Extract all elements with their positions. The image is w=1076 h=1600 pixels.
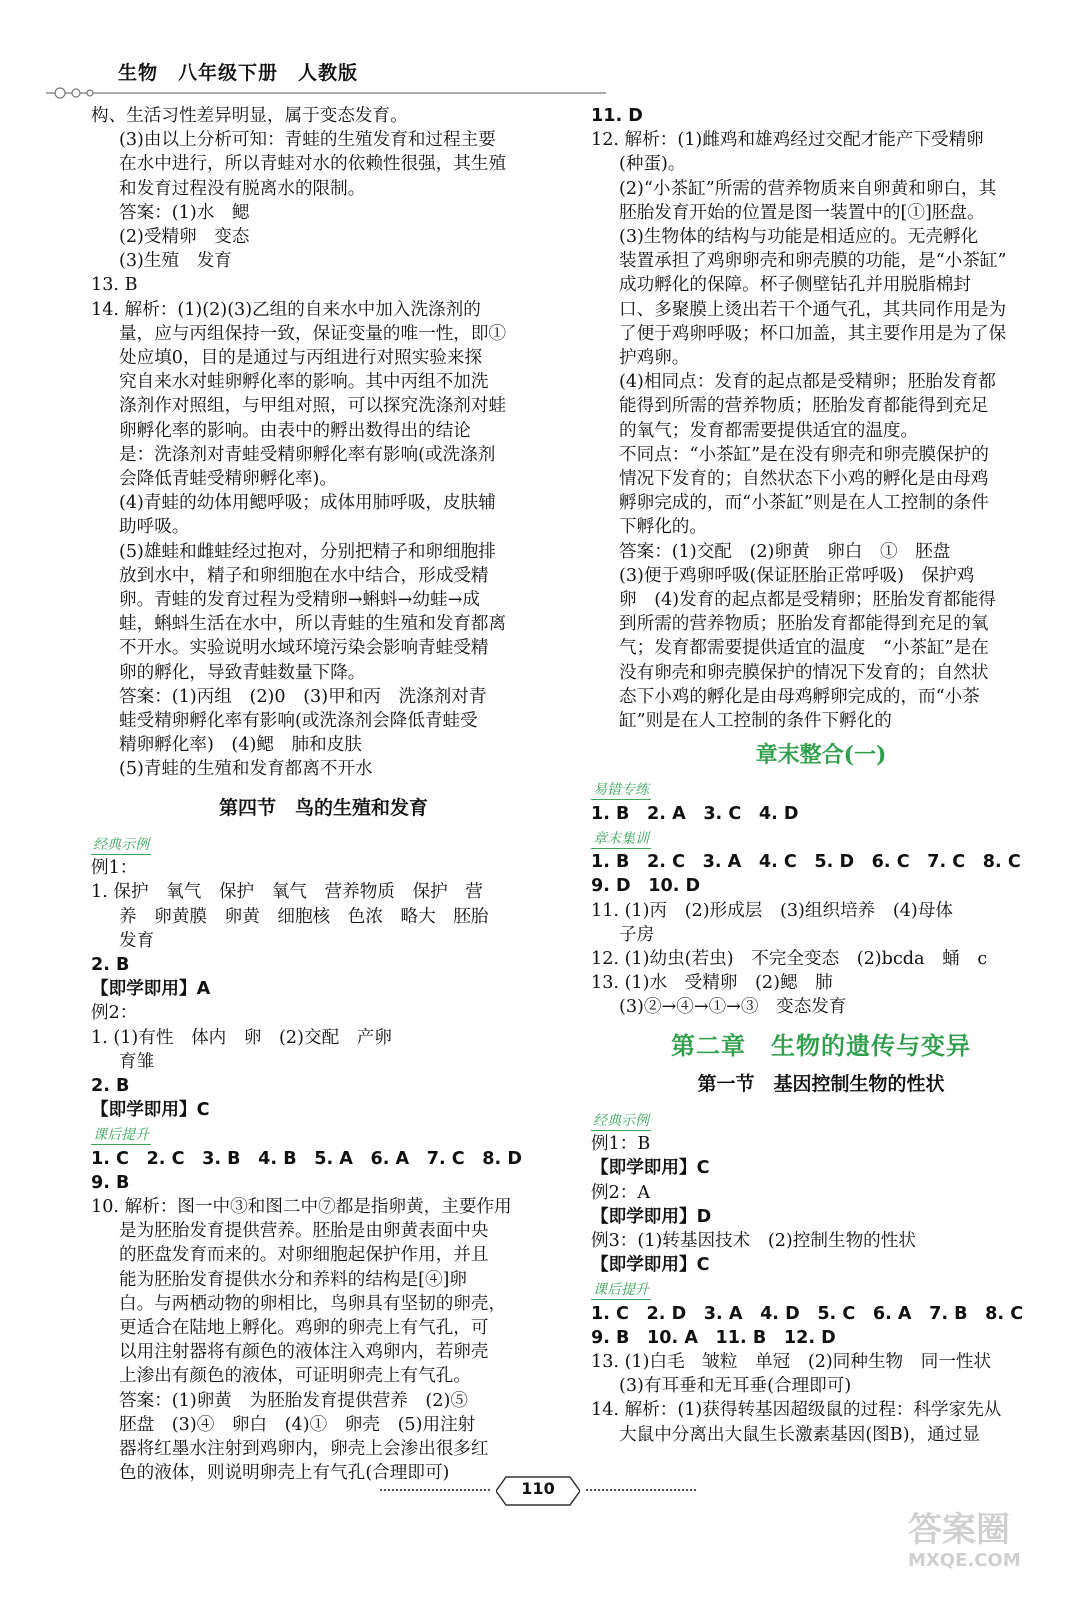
answer-line: 2. B <box>91 954 130 975</box>
text-line: 和发育过程没有脱离水的限制。 <box>119 178 366 199</box>
text-line: 以用注射器将有颜色的液体注入鸡卵内，若卵壳 <box>119 1342 489 1363</box>
tag-classic-examples: 经典示例 <box>593 1112 649 1129</box>
right-column <box>591 104 1051 1447</box>
answer-line: 态下小鸡的孵化是由母鸡孵卵完成的，而“小茶 <box>619 686 980 707</box>
answer-line: 13. (1)白毛 皱粒 单冠 (2)同种生物 同一性状 <box>591 1351 992 1372</box>
tag-chapter-training: 章末集训 <box>593 830 649 847</box>
text-line: 会降低青蛙受精卵孵化率)。 <box>119 469 337 490</box>
tag-after-class: 课后提升 <box>93 1127 149 1144</box>
text-line: 了便于鸡卵呼吸；杯口加盖，其主要作用是为了保 <box>619 323 1007 344</box>
watermark-logo <box>908 1510 1058 1580</box>
text-line: (3)生物体的结构与功能是相适应的。无壳孵化 <box>619 227 979 248</box>
example-label: 例2： <box>91 1003 138 1024</box>
page-number-dots-left <box>380 1489 490 1493</box>
answer-line: 发育 <box>119 930 155 951</box>
answer-line: 例1：B <box>591 1134 651 1155</box>
answer-line: 蛙受精卵孵化率有影响(或洗涤剂会降低青蛙受 <box>119 711 478 732</box>
page-number-text: 110 <box>521 1479 555 1498</box>
quick-use-line: 【即学即用】C <box>591 1158 710 1179</box>
text-line: 白。与两栖动物的卵相比，鸟卵具有坚韧的卵壳， <box>119 1293 507 1314</box>
answer-line: 9. B <box>91 1172 130 1193</box>
answer-line: (2)受精卵 变态 <box>119 227 250 248</box>
answer-line: 答案：(1)卵黄 为胚胎发育提供营养 (2)⑤ <box>119 1390 468 1411</box>
text-line: 10. 解析：图一中③和图二中⑦都是指卵黄，主要作用 <box>91 1196 512 1217</box>
text-line: 在水中进行，所以青蛙对水的依赖性很强，其生殖 <box>119 154 507 175</box>
text-line: 卵。青蛙的发育过程为受精卵→蝌蚪→幼蛙→成 <box>119 590 480 611</box>
quick-use-line: 【即学即用】A <box>91 979 211 1000</box>
text-line: 的胚盘发育而来的。对卵细胞起保护作用，并且 <box>119 1245 489 1266</box>
answer-line: 答案：(1)丙组 (2)0 (3)甲和丙 洗涤剂对青 <box>119 686 487 707</box>
answer-line: 2. B <box>91 1075 130 1096</box>
answer-line: 13. (1)水 受精卵 (2)鳃 肺 <box>591 973 833 994</box>
answer-line: 子房 <box>619 924 655 945</box>
answer-line: 答案：(1)交配 (2)卵黄 卵白 ① 胚盘 <box>619 541 951 562</box>
text-line: 量，应与丙组保持一致，保证变量的唯一性，即① <box>119 323 507 344</box>
answer-line: 1. C 2. C 3. B 4. B 5. A 6. A 7. C 8. D <box>91 1148 522 1169</box>
text-line: 口、多聚膜上烫出若干个通气孔，其共同作用是为 <box>619 299 1007 320</box>
answer-line: 1. 保护 氧气 保护 氧气 营养物质 保护 营 <box>91 882 483 903</box>
text-line: 蛙，蝌蚪生活在水中，所以青蛙的生殖和发育都离 <box>119 614 507 635</box>
text-line: 装置承担了鸡卵卵壳和卵壳膜的功能，是“小茶缸” <box>619 251 1007 272</box>
answer-line: 胚盘 (3)④ 卵白 (4)① 卵壳 (5)用注射 <box>119 1414 476 1435</box>
answer-line: 育雏 <box>119 1051 155 1072</box>
answer-line: (3)便于鸡卵呼吸(保证胚胎正常呼吸) 保护鸡 <box>619 565 975 586</box>
text-line: 涤剂作对照组，与甲组对照，可以探究洗涤剂对蛙 <box>119 396 507 417</box>
text-line: 的氧气；发育都需要提供适宜的温度。 <box>619 420 919 441</box>
text-line: 卵孵化率的影响。由表中的孵出数得出的结论 <box>119 420 471 441</box>
answer-line: 气；发育都需要提供适宜的温度 “小茶缸”是在 <box>619 638 989 659</box>
text-line: 下孵化的。 <box>619 517 707 538</box>
text-line: 是：洗涤剂对青蛙受精卵孵化率有影响(或洗涤剂 <box>119 444 496 465</box>
text-line: 大鼠中分离出大鼠生长激素基因(图B)，通过显 <box>619 1424 980 1445</box>
left-column <box>91 104 556 1485</box>
answer-line: 1. (1)有性 体内 卵 (2)交配 产卵 <box>91 1027 392 1048</box>
watermark-text: 答案圈 <box>908 1510 1010 1550</box>
text-line: 是为胚胎发育提供营养。胚胎是由卵黄表面中央 <box>119 1221 489 1242</box>
text-line: 能得到所需的营养物质；胚胎发育都能得到充足 <box>619 396 989 417</box>
answer-line: 12. (1)幼虫(若虫) 不完全变态 (2)bcda 蛹 c <box>591 948 988 969</box>
answer-line: 11. (1)丙 (2)形成层 (3)组织培养 (4)母体 <box>591 900 953 921</box>
example-label: 例1： <box>91 858 138 879</box>
page-number-dots-right <box>586 1489 696 1493</box>
text-line: 究自来水对蛙卵孵化率的影响。其中丙组不加洗 <box>119 372 489 393</box>
text-line: 卵的孵化，导致青蛙数量下降。 <box>119 662 366 683</box>
section-title: 第一节 基因控制生物的性状 <box>697 1072 945 1095</box>
tag-classic-examples: 经典示例 <box>93 836 149 853</box>
answer-line: 色的液体，则说明卵壳上有气孔(合理即可) <box>119 1463 450 1484</box>
answer-line: 1. B 2. A 3. C 4. D <box>591 803 799 824</box>
quick-use-line: 【即学即用】C <box>591 1255 710 1276</box>
answer-line: 1. C 2. D 3. A 4. D 5. C 6. A 7. B 8. C <box>591 1303 1024 1324</box>
answer-line: (5)青蛙的生殖和发育都离不开水 <box>119 759 373 780</box>
answer-line: 答案：(1)水 鳃 <box>119 202 250 223</box>
text-line: (4)相同点：发育的起点都是受精卵；胚胎发育都 <box>619 372 996 393</box>
quick-use-line: 【即学即用】C <box>91 1100 210 1121</box>
text-line: 胚胎发育开始的位置是图一装置中的[①]胚盘。 <box>619 202 985 223</box>
text-line: 14. 解析：(1)获得转基因超级鼠的过程：科学家先从 <box>591 1400 1002 1421</box>
answer-line: 卵 (4)发育的起点都是受精卵；胚胎发育都能得 <box>619 590 996 611</box>
answer-line: 13. B <box>91 275 138 296</box>
answer-line: 11. D <box>591 106 643 126</box>
text-line: 护鸡卵。 <box>619 348 690 369</box>
answer-line: 例3：(1)转基因技术 (2)控制生物的性状 <box>591 1230 916 1251</box>
page-number <box>496 1475 580 1507</box>
quick-use-line: 【即学即用】D <box>591 1206 712 1227</box>
answer-line: 养 卵黄膜 卵黄 细胞核 色浓 略大 胚胎 <box>119 906 489 927</box>
answer-line: 没有卵壳和卵壳膜保护的情况下发育的；自然状 <box>619 662 989 683</box>
answer-line: 精卵孵化率) (4)鳃 肺和皮肤 <box>119 735 362 756</box>
text-line: 处应填0，目的是通过与丙组进行对照实验来探 <box>119 348 483 369</box>
section-title: 第四节 鸟的生殖和发育 <box>218 796 428 819</box>
text-line: 情况下发育的；自然状态下小鸡的孵化是由母鸡 <box>619 469 989 490</box>
text-line: 能为胚胎发育提供水分和养料的结构是[④]卵 <box>119 1269 468 1290</box>
answer-line: 9. B 10. A 11. B 12. D <box>591 1327 836 1348</box>
text-line: 不开水。实验说明水域环境污染会影响青蛙受精 <box>119 638 489 659</box>
text-line: (5)雄蛙和雌蛙经过抱对，分别把精子和卵细胞排 <box>119 541 496 562</box>
tag-after-class: 课后提升 <box>593 1282 649 1299</box>
answer-line: (3)生殖 发育 <box>119 251 232 272</box>
text-line: 12. 解析：(1)雌鸡和雄鸡经过交配才能产下受精卵 <box>591 130 984 151</box>
answer-line: 到所需的营养物质；胚胎发育都能得到充足的氧 <box>619 614 989 635</box>
answer-line: 9. D 10. D <box>591 876 701 897</box>
text-line: 成功孵化的保障。杯子侧壁钻孔并用脱脂棉封 <box>619 275 971 296</box>
tag-error-practice: 易错专练 <box>593 782 649 799</box>
text-line: 助呼吸。 <box>119 517 190 538</box>
chapter-summary-title: 章末整合(一) <box>755 742 887 769</box>
text-line: 构、生活习性差异明显，属于变态发育。 <box>91 106 408 126</box>
answer-line: 器将红墨水注射到鸡卵内，卵壳上会渗出很多红 <box>119 1438 489 1459</box>
header-rule <box>46 86 606 100</box>
answer-line: 缸”则是在人工控制的条件下孵化的 <box>619 711 892 732</box>
answer-line: 例2：A <box>591 1182 651 1203</box>
text-line: 孵卵完成的，而“小茶缸”则是在人工控制的条件 <box>619 493 989 514</box>
text-line: 更适合在陆地上孵化。鸡卵的卵壳上有气孔，可 <box>119 1317 489 1338</box>
answer-line: (3)有耳垂和无耳垂(合理即可) <box>619 1376 852 1397</box>
text-line: 上渗出有颜色的液体，可证明卵壳上有气孔。 <box>119 1366 471 1387</box>
page-header-title: 生物 八年级下册 人教版 <box>118 62 359 84</box>
chapter-title: 第二章 生物的遗传与变异 <box>671 1030 971 1060</box>
text-line: 不同点：“小茶缸”是在没有卵壳和卵壳膜保护的 <box>619 444 989 465</box>
answer-line: (3)②→④→①→③ 变态发育 <box>619 997 847 1018</box>
text-line: (3)由以上分析可知：青蛙的生殖发育和过程主要 <box>119 130 496 151</box>
watermark-url: MXQE.COM <box>908 1550 1021 1571</box>
text-line: (2)“小茶缸”所需的营养物质来自卵黄和卵白，其 <box>619 178 997 199</box>
text-line: 放到水中，精子和卵细胞在水中结合，形成受精 <box>119 565 489 586</box>
text-line: (种蛋)。 <box>619 154 686 175</box>
answer-line: 1. B 2. C 3. A 4. C 5. D 6. C 7. C 8. C <box>591 852 1021 873</box>
text-line: 14. 解析：(1)(2)(3)乙组的自来水中加入洗涤剂的 <box>91 299 481 320</box>
text-line: (4)青蛙的幼体用鳃呼吸；成体用肺呼吸，皮肤辅 <box>119 493 496 514</box>
